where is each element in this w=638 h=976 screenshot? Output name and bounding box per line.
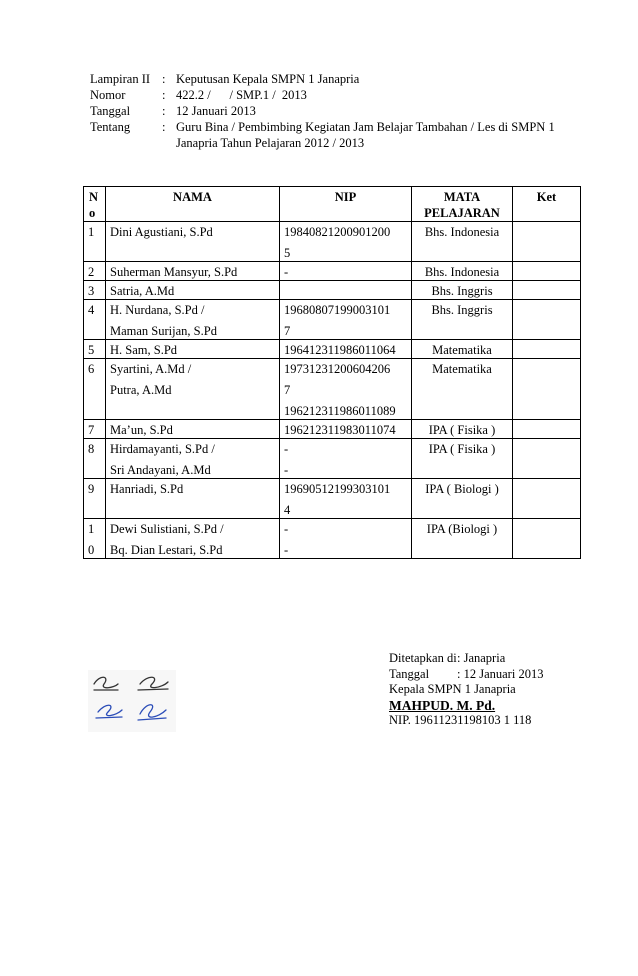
cell-mapel: IPA ( Biologi ) xyxy=(412,479,513,519)
cell-no-text: 3 xyxy=(88,284,95,298)
cell-ket xyxy=(513,439,581,479)
cell-ket xyxy=(513,340,581,359)
sign-position: Kepala SMPN 1 Janapria xyxy=(389,682,516,696)
col-header-no-a: N xyxy=(89,190,99,204)
cell-ket xyxy=(513,519,581,559)
cell-line: H. Sam, S.Pd xyxy=(110,343,178,357)
cell-nama xyxy=(106,359,280,420)
col-header-mapel-a: MATA xyxy=(443,190,481,204)
cell-line: - xyxy=(284,543,289,557)
sign-date-row xyxy=(389,667,543,683)
header-value: Guru Bina / Pembimbing Kegiatan Jam Belajar Tambahan / Les di SMPN 1 xyxy=(176,120,555,134)
cell-line: Hirdamayanti, S.Pd / xyxy=(110,442,215,456)
cell-no xyxy=(84,439,106,479)
teacher-table xyxy=(83,186,581,559)
cell-no-text: 1 xyxy=(88,522,95,536)
cell-no-text: 1 xyxy=(88,225,95,239)
cell-line: 7 xyxy=(284,324,291,338)
sign-date-label: Tanggal xyxy=(389,666,430,681)
table-row xyxy=(84,281,581,300)
cell-ket xyxy=(513,222,581,262)
cell-nip xyxy=(280,439,412,479)
table-row xyxy=(84,300,581,340)
table-row xyxy=(84,420,581,439)
sign-date-value: : 12 Januari 2013 xyxy=(457,666,544,681)
cell-no xyxy=(84,300,106,340)
cell-line: 4 xyxy=(284,503,291,517)
cell-no-text: 6 xyxy=(88,362,95,376)
cell-nip xyxy=(280,479,412,519)
document-header xyxy=(90,71,576,151)
sign-place-label: Ditetapkan di xyxy=(389,651,457,665)
cell-ket xyxy=(513,281,581,300)
cell-nama xyxy=(106,281,280,300)
cell-line: 196212311983011074 xyxy=(284,423,396,437)
cell-mapel: Matematika xyxy=(412,340,513,359)
cell-nama xyxy=(106,222,280,262)
header-label: Tanggal xyxy=(90,104,131,118)
cell-nama xyxy=(106,519,280,559)
cell-no xyxy=(84,420,106,439)
cell-line: Maman Surijan, S.Pd xyxy=(110,324,217,338)
header-separator: : xyxy=(162,104,166,118)
cell-nip xyxy=(280,340,412,359)
cell-line: 19690512199303101 xyxy=(284,482,391,496)
cell-line: Dini Agustiani, S.Pd xyxy=(110,225,213,239)
cell-mapel: Matematika xyxy=(412,359,513,420)
table-row xyxy=(84,262,581,281)
sign-place-row xyxy=(389,651,543,667)
cell-line: Syartini, A.Md / xyxy=(110,362,192,376)
cell-mapel: Bhs. Inggris xyxy=(412,300,513,340)
cell-no xyxy=(84,479,106,519)
col-header-no-b: o xyxy=(89,206,96,220)
cell-no xyxy=(84,281,106,300)
header-separator: : xyxy=(162,72,166,86)
cell-line: - xyxy=(284,442,289,456)
sign-name: MAHPUD. M. Pd. xyxy=(389,697,496,713)
cell-no-text: 2 xyxy=(88,265,95,279)
sign-nip: NIP. 19611231198103 1 118 xyxy=(389,713,532,727)
cell-line: Hanriadi, S.Pd xyxy=(110,482,184,496)
cell-nama xyxy=(106,439,280,479)
cell-line: Sri Andayani, A.Md xyxy=(110,463,211,477)
cell-nama xyxy=(106,262,280,281)
cell-nama xyxy=(106,300,280,340)
header-value: 12 Januari 2013 xyxy=(176,104,256,118)
table-header-row xyxy=(84,187,581,222)
cell-line: Dewi Sulistiani, S.Pd / xyxy=(110,522,224,536)
header-continuation: Janapria Tahun Pelajaran 2012 / 2013 xyxy=(176,136,365,150)
cell-no-text: 4 xyxy=(88,303,95,317)
cell-ket xyxy=(513,262,581,281)
header-label: Nomor xyxy=(90,88,126,102)
cell-ket xyxy=(513,420,581,439)
cell-ket xyxy=(513,300,581,340)
cell-nip xyxy=(280,281,412,300)
cell-line: 5 xyxy=(284,246,291,260)
cell-line: Putra, A.Md xyxy=(110,383,172,397)
col-header-ket: Ket xyxy=(513,187,581,222)
cell-line: 19840821200901200 xyxy=(284,225,391,239)
cell-ket xyxy=(513,479,581,519)
cell-no-text: 8 xyxy=(88,442,95,456)
table-row xyxy=(84,519,581,559)
cell-line: 7 xyxy=(284,383,291,397)
cell-nip xyxy=(280,519,412,559)
cell-no-text: 5 xyxy=(88,343,95,357)
cell-line: H. Nurdana, S.Pd / xyxy=(110,303,205,317)
cell-mapel: IPA ( Fisika ) xyxy=(412,439,513,479)
cell-nip xyxy=(280,359,412,420)
cell-line xyxy=(284,283,407,299)
cell-mapel: Bhs. Indonesia xyxy=(412,262,513,281)
table-row xyxy=(84,479,581,519)
header-label: Tentang xyxy=(90,120,131,134)
cell-line: - xyxy=(284,265,289,279)
header-separator: : xyxy=(162,88,166,102)
cell-line: 196412311986011064 xyxy=(284,343,396,357)
cell-nama xyxy=(106,420,280,439)
cell-no xyxy=(84,262,106,281)
cell-nama xyxy=(106,479,280,519)
col-header-nama: NAMA xyxy=(106,187,280,222)
cell-line: Satria, A.Md xyxy=(110,284,175,298)
cell-mapel: Bhs. Indonesia xyxy=(412,222,513,262)
col-header-no xyxy=(84,187,106,222)
header-value: 422.2 / / SMP.1 / 2013 xyxy=(176,88,307,102)
cell-no-text: 9 xyxy=(88,482,95,496)
cell-mapel: IPA (Biologi ) xyxy=(412,519,513,559)
cell-nip xyxy=(280,300,412,340)
col-header-mapel-b: PELAJARAN xyxy=(424,206,500,220)
cell-no xyxy=(84,340,106,359)
cell-line: 19731231200604206 xyxy=(284,362,391,376)
cell-mapel: IPA ( Fisika ) xyxy=(412,420,513,439)
table-row xyxy=(84,340,581,359)
cell-no-text: 7 xyxy=(88,423,95,437)
table-row xyxy=(84,222,581,262)
header-row-nomor xyxy=(90,87,576,103)
cell-line: - xyxy=(284,463,289,477)
col-header-mapel xyxy=(412,187,513,222)
cell-line: Suherman Mansyur, S.Pd xyxy=(110,265,238,279)
signature-block xyxy=(389,651,543,729)
cell-line: Ma’un, S.Pd xyxy=(110,423,173,437)
cell-line: Bq. Dian Lestari, S.Pd xyxy=(110,543,223,557)
cell-mapel: Bhs. Inggris xyxy=(412,281,513,300)
cell-no xyxy=(84,222,106,262)
cell-nip xyxy=(280,262,412,281)
table-body xyxy=(84,222,581,559)
cell-no-text: 0 xyxy=(88,543,95,557)
header-row-lampiran xyxy=(90,71,576,87)
cell-nama xyxy=(106,340,280,359)
header-separator: : xyxy=(162,120,166,134)
cell-nip xyxy=(280,222,412,262)
col-header-nip: NIP xyxy=(280,187,412,222)
cell-line: - xyxy=(284,522,289,536)
cell-line: 196212311986011089 xyxy=(284,404,396,418)
cell-line: 19680807199003101 xyxy=(284,303,391,317)
header-row-tanggal xyxy=(90,103,576,119)
table-row xyxy=(84,359,581,420)
header-label: Lampiran II xyxy=(90,72,151,86)
cell-no xyxy=(84,519,106,559)
cell-no xyxy=(84,359,106,420)
sign-place-value: : Janapria xyxy=(457,651,506,665)
handwritten-signature-marks xyxy=(88,670,176,732)
header-row-tentang xyxy=(90,119,576,135)
header-value: Keputusan Kepala SMPN 1 Janapria xyxy=(176,72,360,86)
cell-ket xyxy=(513,359,581,420)
cell-nip xyxy=(280,420,412,439)
table-row xyxy=(84,439,581,479)
